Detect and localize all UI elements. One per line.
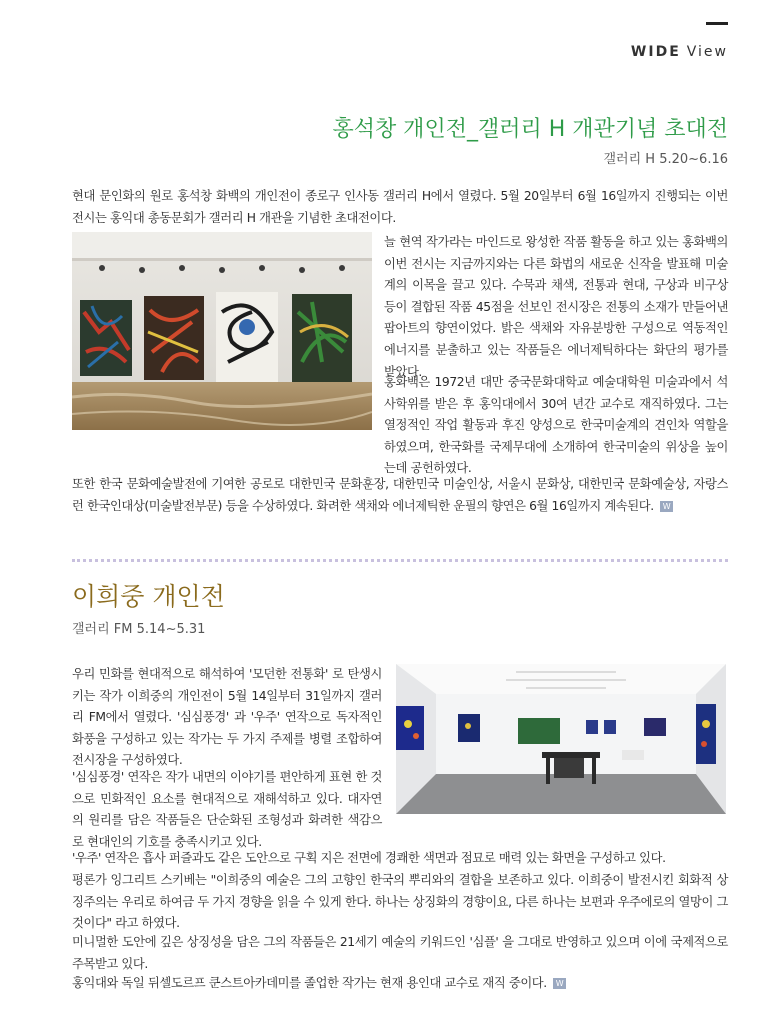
header-rule — [706, 22, 728, 25]
article2-title: 이희중 개인전 — [72, 582, 225, 611]
article1-photo — [72, 232, 372, 430]
article2-body2: '심심풍경' 연작은 작가 내면의 이야기를 편안하게 표현 한 것으로 민화적인 요소를 현대적으로 재해석하고 있다. 대자연의 원리를 담은 작품들은 단순화된 조형성과 화려한 색감으로 현대인의 기호를 충족시키고 있다. — [72, 770, 382, 849]
end-mark-icon: W — [553, 978, 567, 989]
article2-body6: 홍익대와 독일 뒤셀도르프 쿤스트아카데미를 졸업한 작가는 현재 용인대 교수로 재직 중이다. — [72, 976, 547, 990]
article1-title: 홍석창 개인전_갤러리 H 개관기념 초대전 — [332, 117, 728, 142]
article2-body3: '우주' 연작은 흡사 퍼즐과도 같은 도안으로 구획 지은 전면에 경쾌한 색면과 점묘로 매력 있는 화면을 구성하고 있다. — [72, 851, 666, 865]
article2-photo — [396, 664, 726, 814]
article1-intro: 현대 문인화의 원로 홍석창 화백의 개인전이 종로구 인사동 갤러리 H에서 열렸다. 5월 20일부터 6월 16일까지 진행되는 이번 전시는 홍익대 총동문회가 갤러리 H 개관을 기념한 초대전이다. — [72, 189, 728, 225]
article1-subtitle: 갤러리 H 5.20~6.16 — [603, 152, 728, 167]
article2-body5: 미니멀한 도안에 깊은 상징성을 담은 그의 작품들은 21세기 예술의 키워드인 '심플' 을 그대로 반영하고 있으며 이에 국제적으로 주목받고 있다. — [72, 935, 728, 971]
article1-body1: 늘 현역 작가라는 마인드로 왕성한 작품 활동을 하고 있는 홍화백의 이번 전시는 지금까지와는 다른 화법의 새로운 신작을 발표해 미술계의 이목을 끌고 있다. 수묵과 채색, 전통과 현대, 구상과 비구상 등이 결합된 작품 45점을 선보인 전시장은 전통의 소재가 만들어낸 팝아트의 향연이었다. 밝은 색채와 자유분방한 구성으로 역동적인 에너지를 분출하고 있는 작품들은 에너제틱하다는 화단의 평가를 받았다. — [384, 235, 728, 379]
article2-body4: 평론가 잉그리트 스키베는 "이희중의 예술은 그의 고향인 한국의 뿌리와의 결합을 보존하고 있다. 이희중이 발전시킨 회화적 상징주의는 우리로 하여금 두 가지 경향을 읽을 수 있게 한다. 하나는 상징화의 경향이요, 다른 하나는 보편과 우주에로의 열망이 그것이다" 라고 하였다. — [72, 873, 728, 931]
section-header — [631, 44, 728, 60]
article2-subtitle: 갤러리 FM 5.14~5.31 — [72, 622, 206, 637]
article2-body1: 우리 민화를 현대적으로 해석하여 '모던한 전통화' 로 탄생시키는 작가 이희중의 개인전이 5월 14일부터 31일까지 갤러리 FM에서 열렸다. '심심풍경' 과 '우주' 연작으로 독자적인 화풍을 구성하고 있는 작가는 두 가지 주제를 병렬 조합하여 전시장을 구성하였다. — [72, 667, 382, 768]
article1-outro-text: 또한 한국 문화예술발전에 기여한 공로로 대한민국 문화훈장, 대한민국 미술인상, 서울시 문화상, 대한민국 문화예술상, 자랑스런 한국인대상(미술발전부문) 등을 수상하였다. 화려한 색채와 에너제틱한 운필의 향연은 6월 16일까지 계속된다. — [72, 477, 728, 513]
end-mark-icon: W — [660, 501, 674, 512]
header-bold: WIDE — [630, 44, 681, 60]
article1-outro — [72, 474, 728, 517]
article2-body6-line — [72, 973, 728, 995]
article1-body2: 홍화백은 1972년 대만 중국문화대학교 예술대학원 미술과에서 석사학위를 받은 후 홍익대에서 30여 년간 교수로 재직하였다. 그는 열정적인 작업 활동과 후진 양성으로 한국미술계의 견인차 역할을 하였으며, 한국화를 국제무대에 소개하여 한국미술의 위상을 높이는데 공헌하였다. — [384, 375, 728, 476]
header-light: View — [686, 44, 728, 60]
dotted-divider — [72, 559, 728, 562]
